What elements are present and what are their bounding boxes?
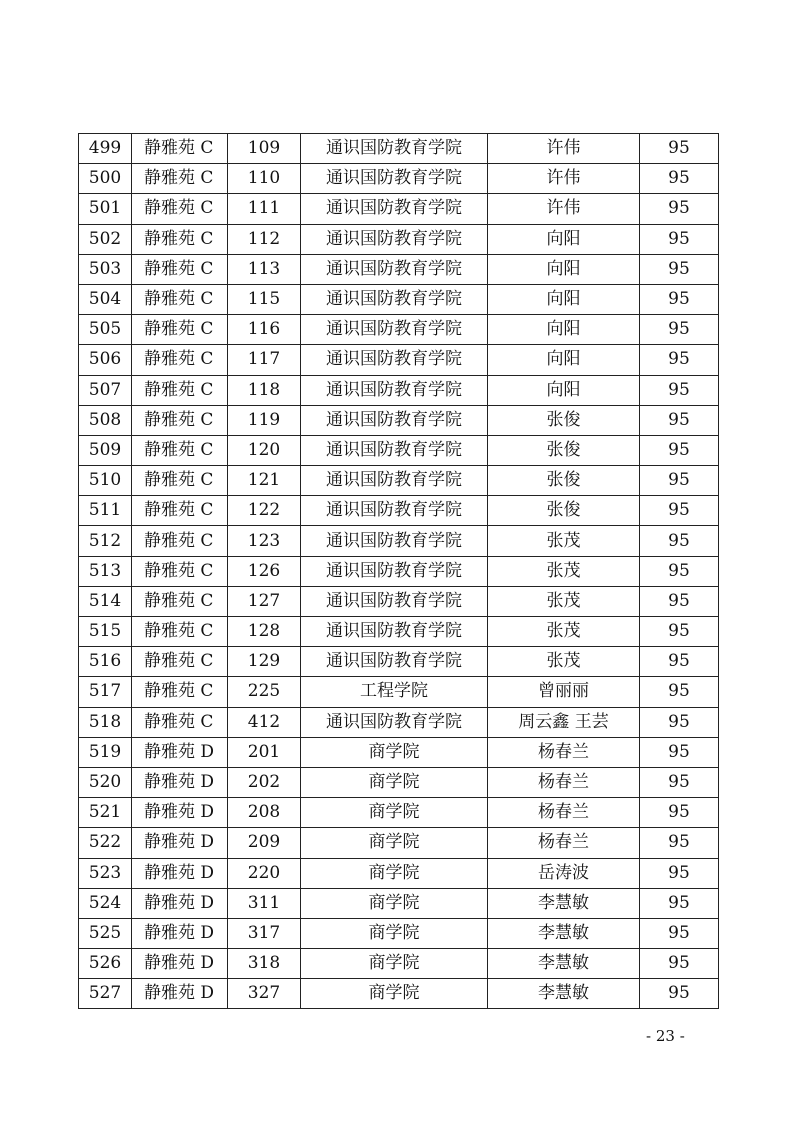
row-number-cell: 516 xyxy=(79,647,132,677)
person-cell: 杨春兰 xyxy=(488,798,640,828)
building-cell: 静雅苑 C xyxy=(132,345,228,375)
score-cell: 95 xyxy=(640,254,719,284)
row-number-cell: 524 xyxy=(79,888,132,918)
person-cell: 李慧敏 xyxy=(488,949,640,979)
college-cell: 通识国防教育学院 xyxy=(301,345,488,375)
room-cell: 220 xyxy=(228,858,301,888)
college-cell: 通识国防教育学院 xyxy=(301,466,488,496)
room-cell: 129 xyxy=(228,647,301,677)
table-row xyxy=(79,164,719,194)
row-number-cell: 517 xyxy=(79,677,132,707)
row-number-cell: 504 xyxy=(79,284,132,314)
table-row xyxy=(79,224,719,254)
person-cell: 向阳 xyxy=(488,375,640,405)
college-cell: 商学院 xyxy=(301,979,488,1009)
score-cell: 95 xyxy=(640,345,719,375)
college-cell: 通识国防教育学院 xyxy=(301,707,488,737)
room-cell: 123 xyxy=(228,526,301,556)
row-number-cell: 508 xyxy=(79,405,132,435)
table-row xyxy=(79,435,719,465)
table-row xyxy=(79,526,719,556)
building-cell: 静雅苑 D xyxy=(132,767,228,797)
score-cell: 95 xyxy=(640,798,719,828)
row-number-cell: 521 xyxy=(79,798,132,828)
college-cell: 通识国防教育学院 xyxy=(301,435,488,465)
person-cell: 周云鑫 王芸 xyxy=(488,707,640,737)
score-cell: 95 xyxy=(640,828,719,858)
room-cell: 116 xyxy=(228,315,301,345)
room-cell: 311 xyxy=(228,888,301,918)
person-cell: 张俊 xyxy=(488,405,640,435)
table-row xyxy=(79,405,719,435)
room-cell: 119 xyxy=(228,405,301,435)
college-cell: 通识国防教育学院 xyxy=(301,164,488,194)
building-cell: 静雅苑 C xyxy=(132,647,228,677)
row-number-cell: 505 xyxy=(79,315,132,345)
college-cell: 商学院 xyxy=(301,828,488,858)
building-cell: 静雅苑 C xyxy=(132,375,228,405)
score-cell: 95 xyxy=(640,435,719,465)
room-cell: 122 xyxy=(228,496,301,526)
college-cell: 通识国防教育学院 xyxy=(301,134,488,164)
score-cell: 95 xyxy=(640,979,719,1009)
person-cell: 许伟 xyxy=(488,194,640,224)
building-cell: 静雅苑 D xyxy=(132,979,228,1009)
college-cell: 通识国防教育学院 xyxy=(301,284,488,314)
row-number-cell: 527 xyxy=(79,979,132,1009)
table-row xyxy=(79,496,719,526)
building-cell: 静雅苑 C xyxy=(132,707,228,737)
room-cell: 127 xyxy=(228,586,301,616)
room-cell: 120 xyxy=(228,435,301,465)
score-cell: 95 xyxy=(640,466,719,496)
table-body xyxy=(79,134,719,1009)
building-cell: 静雅苑 D xyxy=(132,828,228,858)
row-number-cell: 515 xyxy=(79,617,132,647)
building-cell: 静雅苑 D xyxy=(132,918,228,948)
table-row xyxy=(79,556,719,586)
building-cell: 静雅苑 C xyxy=(132,254,228,284)
page-number: - 23 - xyxy=(646,1027,685,1045)
room-cell: 412 xyxy=(228,707,301,737)
college-cell: 通识国防教育学院 xyxy=(301,224,488,254)
building-cell: 静雅苑 C xyxy=(132,164,228,194)
row-number-cell: 512 xyxy=(79,526,132,556)
room-cell: 118 xyxy=(228,375,301,405)
room-cell: 113 xyxy=(228,254,301,284)
room-cell: 110 xyxy=(228,164,301,194)
table-row xyxy=(79,918,719,948)
score-cell: 95 xyxy=(640,375,719,405)
row-number-cell: 525 xyxy=(79,918,132,948)
table-row xyxy=(79,858,719,888)
person-cell: 向阳 xyxy=(488,345,640,375)
college-cell: 通识国防教育学院 xyxy=(301,375,488,405)
table-row xyxy=(79,707,719,737)
college-cell: 工程学院 xyxy=(301,677,488,707)
person-cell: 张俊 xyxy=(488,466,640,496)
room-cell: 208 xyxy=(228,798,301,828)
person-cell: 杨春兰 xyxy=(488,828,640,858)
row-number-cell: 509 xyxy=(79,435,132,465)
college-cell: 通识国防教育学院 xyxy=(301,526,488,556)
room-cell: 209 xyxy=(228,828,301,858)
score-cell: 95 xyxy=(640,647,719,677)
room-cell: 121 xyxy=(228,466,301,496)
table-row xyxy=(79,194,719,224)
table-row xyxy=(79,888,719,918)
table-row xyxy=(79,254,719,284)
college-cell: 商学院 xyxy=(301,767,488,797)
table-row xyxy=(79,798,719,828)
score-cell: 95 xyxy=(640,586,719,616)
building-cell: 静雅苑 D xyxy=(132,949,228,979)
room-cell: 318 xyxy=(228,949,301,979)
building-cell: 静雅苑 C xyxy=(132,677,228,707)
building-cell: 静雅苑 C xyxy=(132,526,228,556)
row-number-cell: 511 xyxy=(79,496,132,526)
score-cell: 95 xyxy=(640,918,719,948)
row-number-cell: 499 xyxy=(79,134,132,164)
person-cell: 李慧敏 xyxy=(488,918,640,948)
person-cell: 岳涛波 xyxy=(488,858,640,888)
college-cell: 通识国防教育学院 xyxy=(301,586,488,616)
score-cell: 95 xyxy=(640,224,719,254)
building-cell: 静雅苑 D xyxy=(132,858,228,888)
score-cell: 95 xyxy=(640,617,719,647)
room-cell: 128 xyxy=(228,617,301,647)
table-row xyxy=(79,737,719,767)
room-cell: 126 xyxy=(228,556,301,586)
college-cell: 通识国防教育学院 xyxy=(301,647,488,677)
table-row xyxy=(79,617,719,647)
college-cell: 商学院 xyxy=(301,798,488,828)
room-cell: 112 xyxy=(228,224,301,254)
building-cell: 静雅苑 C xyxy=(132,405,228,435)
person-cell: 许伟 xyxy=(488,134,640,164)
row-number-cell: 510 xyxy=(79,466,132,496)
person-cell: 杨春兰 xyxy=(488,737,640,767)
building-cell: 静雅苑 C xyxy=(132,617,228,647)
score-cell: 95 xyxy=(640,949,719,979)
score-cell: 95 xyxy=(640,737,719,767)
person-cell: 曾丽丽 xyxy=(488,677,640,707)
college-cell: 商学院 xyxy=(301,858,488,888)
college-cell: 商学院 xyxy=(301,737,488,767)
score-cell: 95 xyxy=(640,194,719,224)
score-cell: 95 xyxy=(640,405,719,435)
score-cell: 95 xyxy=(640,134,719,164)
building-cell: 静雅苑 C xyxy=(132,435,228,465)
person-cell: 张茂 xyxy=(488,586,640,616)
building-cell: 静雅苑 C xyxy=(132,224,228,254)
table-row xyxy=(79,949,719,979)
table-row xyxy=(79,284,719,314)
row-number-cell: 506 xyxy=(79,345,132,375)
row-number-cell: 500 xyxy=(79,164,132,194)
college-cell: 通识国防教育学院 xyxy=(301,617,488,647)
person-cell: 杨春兰 xyxy=(488,767,640,797)
person-cell: 张茂 xyxy=(488,617,640,647)
score-cell: 95 xyxy=(640,767,719,797)
row-number-cell: 514 xyxy=(79,586,132,616)
college-cell: 通识国防教育学院 xyxy=(301,315,488,345)
room-cell: 109 xyxy=(228,134,301,164)
row-number-cell: 518 xyxy=(79,707,132,737)
row-number-cell: 522 xyxy=(79,828,132,858)
score-cell: 95 xyxy=(640,496,719,526)
building-cell: 静雅苑 C xyxy=(132,496,228,526)
score-cell: 95 xyxy=(640,707,719,737)
row-number-cell: 501 xyxy=(79,194,132,224)
person-cell: 张俊 xyxy=(488,435,640,465)
person-cell: 李慧敏 xyxy=(488,979,640,1009)
table-row xyxy=(79,677,719,707)
college-cell: 商学院 xyxy=(301,888,488,918)
table-row xyxy=(79,375,719,405)
room-cell: 225 xyxy=(228,677,301,707)
person-cell: 许伟 xyxy=(488,164,640,194)
person-cell: 李慧敏 xyxy=(488,888,640,918)
score-cell: 95 xyxy=(640,526,719,556)
building-cell: 静雅苑 D xyxy=(132,737,228,767)
person-cell: 张茂 xyxy=(488,647,640,677)
row-number-cell: 523 xyxy=(79,858,132,888)
score-cell: 95 xyxy=(640,556,719,586)
college-cell: 通识国防教育学院 xyxy=(301,254,488,284)
table-row xyxy=(79,979,719,1009)
college-cell: 商学院 xyxy=(301,918,488,948)
building-cell: 静雅苑 C xyxy=(132,315,228,345)
score-cell: 95 xyxy=(640,164,719,194)
room-cell: 317 xyxy=(228,918,301,948)
room-cell: 201 xyxy=(228,737,301,767)
score-cell: 95 xyxy=(640,858,719,888)
room-cell: 117 xyxy=(228,345,301,375)
person-cell: 向阳 xyxy=(488,284,640,314)
room-cell: 111 xyxy=(228,194,301,224)
room-cell: 115 xyxy=(228,284,301,314)
room-cell: 327 xyxy=(228,979,301,1009)
table-row xyxy=(79,315,719,345)
dormitory-score-table xyxy=(78,133,719,1009)
table-row xyxy=(79,647,719,677)
score-cell: 95 xyxy=(640,315,719,345)
score-cell: 95 xyxy=(640,677,719,707)
table-row xyxy=(79,586,719,616)
score-cell: 95 xyxy=(640,888,719,918)
college-cell: 通识国防教育学院 xyxy=(301,496,488,526)
row-number-cell: 503 xyxy=(79,254,132,284)
row-number-cell: 502 xyxy=(79,224,132,254)
building-cell: 静雅苑 D xyxy=(132,798,228,828)
table-row xyxy=(79,767,719,797)
building-cell: 静雅苑 C xyxy=(132,284,228,314)
person-cell: 向阳 xyxy=(488,315,640,345)
building-cell: 静雅苑 C xyxy=(132,586,228,616)
college-cell: 通识国防教育学院 xyxy=(301,556,488,586)
college-cell: 通识国防教育学院 xyxy=(301,405,488,435)
person-cell: 向阳 xyxy=(488,254,640,284)
table-row xyxy=(79,828,719,858)
person-cell: 向阳 xyxy=(488,224,640,254)
table-row xyxy=(79,466,719,496)
table-row xyxy=(79,134,719,164)
row-number-cell: 520 xyxy=(79,767,132,797)
person-cell: 张俊 xyxy=(488,496,640,526)
building-cell: 静雅苑 C xyxy=(132,134,228,164)
person-cell: 张茂 xyxy=(488,556,640,586)
building-cell: 静雅苑 C xyxy=(132,194,228,224)
room-cell: 202 xyxy=(228,767,301,797)
row-number-cell: 513 xyxy=(79,556,132,586)
building-cell: 静雅苑 D xyxy=(132,888,228,918)
person-cell: 张茂 xyxy=(488,526,640,556)
table-row xyxy=(79,345,719,375)
row-number-cell: 507 xyxy=(79,375,132,405)
row-number-cell: 519 xyxy=(79,737,132,767)
college-cell: 通识国防教育学院 xyxy=(301,194,488,224)
building-cell: 静雅苑 C xyxy=(132,466,228,496)
row-number-cell: 526 xyxy=(79,949,132,979)
score-cell: 95 xyxy=(640,284,719,314)
building-cell: 静雅苑 C xyxy=(132,556,228,586)
college-cell: 商学院 xyxy=(301,949,488,979)
